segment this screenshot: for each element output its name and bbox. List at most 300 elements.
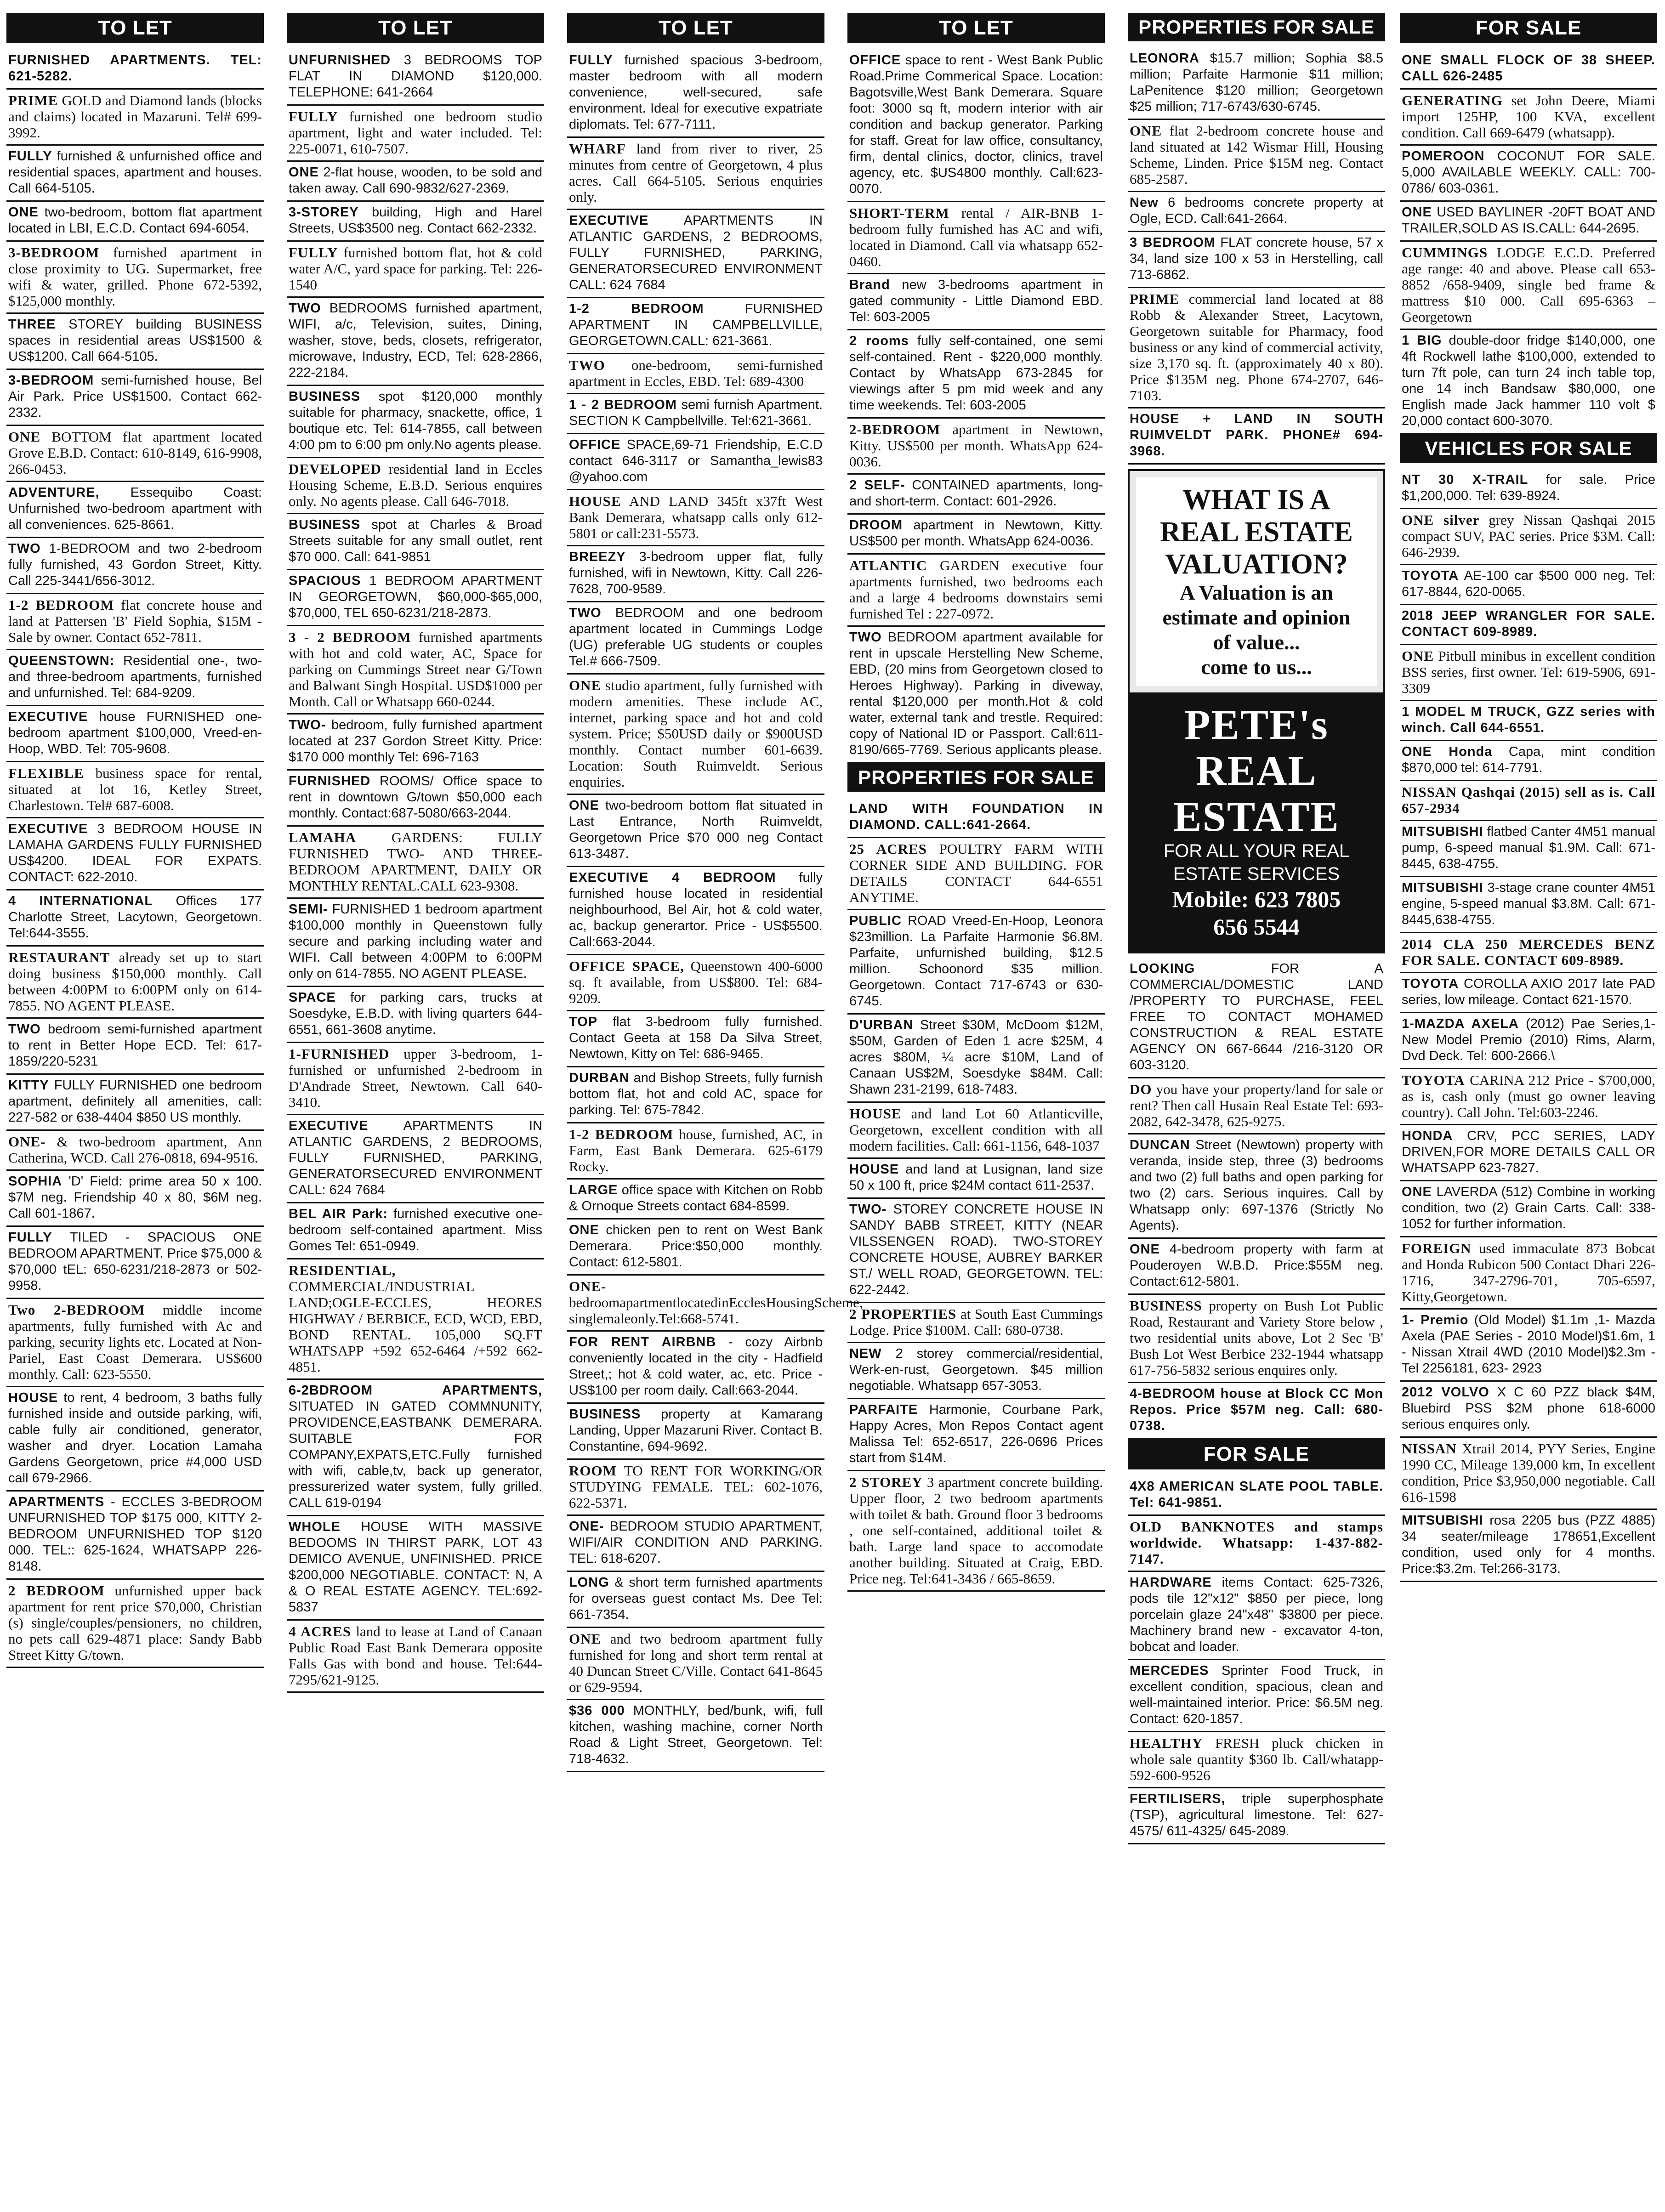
ad-keyword: PRIME	[8, 92, 58, 108]
classified-ad	[1400, 701, 1657, 741]
ad-keyword: 3-BEDROOM	[8, 373, 94, 388]
section-header: TO LET	[287, 13, 544, 43]
ad-keyword: MITSUBISHI	[1402, 1513, 1483, 1528]
ad-body: Capa, mint condition $870,000 tel: 614-7791.	[1402, 744, 1655, 775]
ad-keyword: BUSINESS	[289, 389, 361, 404]
ad-keyword: BUSINESS	[569, 1407, 641, 1422]
classified-ad	[847, 1159, 1105, 1199]
ad-body: apartment in Newtown, Kitty. US$500 per month. WhatsApp 624-0036.	[849, 421, 1103, 470]
ad-list	[1400, 469, 1657, 1582]
ad-body: furnished executive one-bedroom self-contained apartment. Miss Gomes Tel: 651-0949.	[289, 1207, 542, 1253]
ad-body: middle income apartments, fully furnished with Ac and parking, security lights etc. Located at Non-Pariel, East Coast Demerara. US$600 monthly. Call: 623-5550.	[8, 1302, 262, 1382]
ad-body: X C 60 PZZ black $4M, Bluebird PSS $2M phone 618-6000 serious enquires only.	[1402, 1385, 1655, 1432]
classified-ad	[287, 626, 544, 715]
promo-mobile-2: 656 5544	[1213, 914, 1300, 940]
ad-keyword: ONE	[569, 677, 602, 693]
promo-logo-name: PETE's	[1184, 701, 1329, 748]
ad-body: LAVERDA (512) Combine in working condition, two (2) Grain Carts. Call: 338-1052 for further information.	[1402, 1185, 1655, 1231]
ad-body: studio apartment, fully furnished with modern amenities. These include AC, internet, parking space and hot and cold system. Price; $50USD daily or $900USD monthly. Contact number 601-6639. Location: South Ruimveldt. Serious enquiries.	[569, 677, 823, 790]
section-header-vehicles: VEHICLES FOR SALE	[1400, 434, 1657, 463]
ad-keyword: OFFICE	[569, 437, 621, 452]
ad-keyword: HONDA	[1402, 1129, 1453, 1143]
ad-keyword: KITTY	[8, 1078, 49, 1093]
ad-body: - ECCLES 3-BEDROOM UNFURNISHED TOP $175 000, KITTY 2-BEDROOM UNFURNISHED TOP $120 000. TEL:: 625-1624, WHATSAPP 226-8148.	[8, 1495, 262, 1574]
classified-ad	[1128, 1239, 1385, 1295]
classified-ad	[287, 1380, 544, 1516]
classified-ad	[847, 274, 1105, 330]
ad-keyword: UNFURNISHED	[289, 53, 391, 68]
classified-ad	[1128, 48, 1385, 120]
classified-ad	[1400, 469, 1657, 509]
classified-ad	[567, 1404, 824, 1460]
classified-ad	[287, 827, 544, 899]
ad-body: 2 storey commercial/residential, Werk-en-rust, Georgetown. $45 million negotiable. Whatsapp 657-3053.	[849, 1346, 1103, 1393]
ad-keyword: 2012 VOLVO	[1402, 1385, 1489, 1400]
ad-body: at South East Cummings Lodge. Price $100M. Call: 680-0738.	[849, 1306, 1103, 1338]
ad-keyword: ONE	[1402, 648, 1434, 664]
classified-ad	[1400, 1438, 1657, 1510]
classified-ad	[1400, 877, 1657, 933]
ad-keyword: ONE	[569, 798, 599, 813]
ad-body: & short term furnished apartments for overseas guest contact Ms. Dee Tel: 661-7354.	[569, 1575, 823, 1622]
ad-keyword: 4 INTERNATIONAL	[8, 894, 153, 908]
ad-body: used immaculate 873 Bobcat and Honda Rubicon 500 Contact Dhari 226-1716, 347-2796-701, 705-6597, Kitty,Georgetown.	[1402, 1240, 1656, 1305]
ad-keyword: 1 - 2 BEDROOM	[569, 397, 677, 412]
ad-keyword: FULLY	[289, 108, 338, 125]
ad-body: set John Deere, Miami import 125HP, 100 KVA, excellent condition. Call 669-6479 (whatsapp).	[1402, 92, 1656, 141]
promo-a2: estimate and opinion	[1162, 606, 1351, 629]
ad-body: furnished & unfurnished office and residential spaces, apartment and houses. Call 664-5105.	[8, 149, 262, 196]
classified-ad	[287, 458, 544, 514]
ad-list	[1128, 958, 1385, 1439]
ad-body: Offices 177 Charlotte Street, Lacytown, Georgetown. Tel:644-3555.	[8, 894, 262, 941]
column-to-let-3	[567, 13, 863, 2200]
ad-keyword: ONE SMALL FLOCK OF 38 SHEEP. CALL 626-2485	[1402, 53, 1655, 84]
ad-keyword: FULLY	[569, 53, 613, 68]
ad-body: grey Nissan Qashqai 2015 compact SUV, PAC series. Price $3M. Call: 646-2939.	[1402, 512, 1655, 560]
ad-keyword: TOYOTA	[1402, 1072, 1465, 1088]
ad-keyword: 6-2BDROOM APARTMENTS,	[289, 1383, 542, 1398]
ad-keyword: CUMMINGS	[1402, 244, 1488, 261]
classified-ad	[6, 426, 264, 482]
ad-body: Xtrail 2014, PYY Series, Engine 1990 CC, Mileage 139,000 km, In excellent condition, Price $3,950,000 negotiable. Call 616-1598	[1402, 1441, 1655, 1505]
classified-ad	[847, 1303, 1105, 1343]
ad-keyword: NISSAN Qashqai (2015) sell as is. Call 657-2934	[1402, 784, 1655, 816]
classified-ad	[1400, 90, 1657, 146]
ad-keyword: ONE	[1130, 123, 1162, 139]
ad-body: two-bedroom, bottom flat apartment located in LBI, E.C.D. Contact 694-6054.	[8, 205, 262, 236]
real-estate-promo-ad	[1128, 469, 1385, 953]
ad-keyword: EXECUTIVE 4 BEDROOM	[569, 870, 776, 885]
classified-ad	[1400, 1510, 1657, 1582]
ad-keyword: ONE	[8, 205, 39, 220]
classified-ad	[1128, 1516, 1385, 1572]
ad-keyword: ONE	[1402, 205, 1432, 220]
ad-keyword: SHORT-TERM	[849, 205, 949, 221]
classified-ad	[847, 1103, 1105, 1159]
classified-ad	[1128, 1134, 1385, 1239]
classified-ad	[567, 50, 824, 138]
classified-ad	[6, 890, 264, 947]
ad-body: CARINA 212 Price - $700,000, as is, cash only (must go owner leaving country). Call John. Tel:603-2246.	[1402, 1072, 1655, 1120]
classified-ad	[1128, 120, 1385, 192]
classified-ad	[6, 1227, 264, 1299]
classified-ad	[6, 1171, 264, 1227]
classified-ad	[847, 475, 1105, 515]
ad-keyword: EXECUTIVE	[289, 1118, 369, 1133]
ad-body: STOREY building BUSINESS spaces in residential areas US$1500 & US$1200. Call 664-5105.	[8, 317, 262, 364]
ad-keyword: WHARF	[569, 141, 626, 157]
ad-keyword: EXECUTIVE	[569, 213, 649, 228]
ad-keyword: 1 BIG	[1402, 333, 1442, 348]
classified-ad	[567, 1460, 824, 1516]
ad-keyword: HARDWARE	[1130, 1575, 1212, 1590]
ad-body: 3 BEDROOMS TOP FLAT IN DIAMOND $120,000. TELEPHONE: 641-2664	[289, 53, 542, 100]
ad-keyword: FURNISHED	[289, 774, 371, 788]
ad-body: furnished bottom flat, hot & cold water A/C, yard space for parking. Tel: 226-1540	[289, 244, 543, 293]
ad-keyword: 4-BEDROOM house at Block CC Mon Repos. Price $57M neg. Call: 680-0738.	[1130, 1386, 1383, 1433]
ad-body: for sale. Price $1,200,000. Tel: 639-8924.	[1402, 472, 1655, 503]
classified-ad	[567, 210, 824, 298]
ad-keyword: THREE	[8, 317, 56, 332]
classified-ad	[567, 490, 824, 546]
section-header-properties: PROPERTIES FOR SALE	[847, 763, 1105, 792]
ad-keyword: LOOKING	[1130, 961, 1195, 976]
classified-ad	[287, 202, 544, 242]
ad-body: bedroom, fully furnished apartment located at 237 Gordon Street Kitty. Price: $170 000 monthly Tel: 696-7163	[289, 718, 542, 765]
classified-ad	[287, 298, 544, 386]
ad-body: flat concrete house and land at Pattersen 'B' Field Sophia, $15M - Sale by owner. Contact 652-7811.	[8, 597, 262, 645]
ad-body: SPACE,69-71 Friendship, E.C.D contact 646-3117 or Samantha_lewis83 @yahoo.com	[569, 437, 823, 484]
section-header: PROPERTIES FOR SALE	[1128, 13, 1385, 41]
classified-ad	[847, 515, 1105, 555]
ad-keyword: 3 - 2 BEDROOM	[289, 629, 411, 645]
ad-keyword: OFFICE SPACE,	[569, 958, 684, 974]
ad-body: 1 BEDROOM APARTMENT IN GEORGETOWN, $60,000-$65,000, $70,000, TEL 650-6231/218-2873.	[289, 573, 542, 620]
ad-keyword: HOUSE	[569, 493, 621, 509]
promo-line-2: ESTATE SERVICES	[1173, 864, 1340, 884]
promo-a1: A Valuation is an	[1180, 581, 1333, 604]
ad-body: 6 bedrooms concrete property at Ogle, ECD. Call:641-2664.	[1130, 195, 1383, 226]
classified-ad	[1400, 50, 1657, 90]
ad-keyword: QUEENSTOWN:	[8, 653, 115, 668]
ad-keyword: PARFAITE	[849, 1402, 918, 1417]
ad-keyword: DROOM	[849, 518, 903, 533]
classified-ad	[567, 354, 824, 394]
ad-keyword: TOYOTA	[1402, 568, 1459, 583]
ad-keyword: LARGE	[569, 1183, 618, 1197]
ad-body: building, High and Harel Streets, US$3500 neg. Contact 662-2332.	[289, 205, 542, 236]
classified-ad	[847, 910, 1105, 1015]
ad-body: land from river to river, 25 minutes from centre of Georgetown, 4 plus acres. Call 664-5105. Serious enquiries only.	[569, 141, 823, 205]
ad-body: CRV, PCC SERIES, LADY DRIVEN,FOR MORE DETAILS CALL OR WHATSAPP 623-7827.	[1402, 1129, 1656, 1175]
column-to-let-1	[6, 13, 264, 2200]
ad-body: rental / AIR-BNB 1-bedroom fully furnished has AC and wifi, located in Diamond. Call via whatsapp 652-0460.	[849, 205, 1103, 269]
ad-body: fully self-contained, one semi self-contained. Rent - $220,000 monthly. Contact by WhatsApp 673-2845 for viewings after 5 pm mid week and any time weekends. Tel: 603-2005	[849, 334, 1103, 413]
ad-body: Essequibo Coast: Unfurnished two-bedroom apartment with all conveniences. 625-8661.	[8, 485, 262, 532]
ad-keyword: TWO	[569, 357, 605, 373]
classified-ad	[567, 1700, 824, 1772]
ad-body: space to rent - West Bank Public Road.Prime Commerical Space. Location: Bagotsville,West Bank Demerara. Square foot: 3000 sq ft, modern interior with air condition and backup generator. Parking for staff. Great for law office, consultancy, firm, dental clinics, doctor, clinics, travel agency, etc. $US4800 monthly. Call:623-0070.	[849, 53, 1103, 196]
ad-body: STOREY CONCRETE HOUSE IN SANDY BABB STREET, KITTY (NEAR VILSSENGEN ROAD). TWO-STOREY CONCRETE HOUSE, AUBREY BARKER ST./ WELL ROAD, GEORGETOWN. TEL: 622-2442.	[849, 1202, 1103, 1297]
ad-keyword: OFFICE	[849, 53, 901, 68]
ad-keyword: 1-2 BEDROOM	[8, 597, 114, 613]
ad-body: residential land in Eccles Housing Scheme, E.B.D. Serious enquires only. No agents please. Call 646-7018.	[289, 461, 543, 509]
ad-keyword: 1 MODEL M TRUCK, GZZ series with winch. Call 644-6551.	[1402, 704, 1655, 735]
ad-body: chicken pen to rent on West Bank Demerara. Price:$50,000 monthly. Contact: 612-5801.	[569, 1223, 823, 1270]
ad-body: unfurnished upper back apartment for rent price $70,000, Christian (s) single/couples/pensioners, no children, no pets call 629-4871 place: Sandy Babb Street Kitty G/town.	[8, 1582, 262, 1663]
classified-ad	[847, 798, 1105, 838]
classified-ad	[6, 947, 264, 1019]
ad-keyword: BREEZY	[569, 550, 626, 564]
ad-keyword: New	[1130, 195, 1159, 210]
ad-keyword: 1- Premio	[1402, 1313, 1469, 1327]
promo-logo-sub: REAL ESTATE	[1173, 747, 1340, 840]
ad-keyword: LAMAHA	[289, 829, 357, 845]
ad-body: triple superphosphate (TSP), agricultural limestone. Tel: 627-4575/ 611-4325/ 645-2089.	[1130, 1792, 1383, 1838]
classified-ad	[847, 1015, 1105, 1103]
promo-a3: of value...	[1213, 630, 1300, 654]
classified-ad	[1400, 1125, 1657, 1181]
classified-ad	[567, 1011, 824, 1067]
ad-keyword: SPACE	[289, 990, 336, 1005]
classified-ad	[6, 706, 264, 762]
ad-keyword: NISSAN	[1402, 1441, 1457, 1457]
ad-keyword: MITSUBISHI	[1402, 880, 1483, 895]
classified-ad	[567, 1332, 824, 1404]
classified-ad	[287, 1516, 544, 1621]
ad-body: BEDROOM and one bedroom apartment located in Cummings Lodge (UG) preferable UG students or couples Tel.# 666-7509.	[569, 606, 823, 669]
promo-q3: VALUATION?	[1165, 549, 1348, 580]
ad-keyword: 1-FURNISHED	[289, 1046, 390, 1062]
ad-list	[1400, 50, 1657, 434]
classified-ad	[287, 1259, 544, 1380]
ad-keyword: ONE Honda	[1402, 744, 1493, 759]
ad-keyword: ADVENTURE,	[8, 485, 100, 500]
ad-body: already set up to start doing business $150,000 monthly. Call between 4:00PM to 6:00PM only on 614-7855. NO AGENT PLEASE.	[8, 949, 262, 1014]
ad-keyword: PRIME	[1130, 291, 1180, 307]
classified-ad	[847, 1343, 1105, 1399]
classified-ad	[287, 1621, 544, 1693]
ad-body: and two bedroom apartment fully furnished for long and short term rental at 40 Duncan Street C/Ville. Contact 641-8645 or 629-9594.	[569, 1631, 823, 1695]
ad-body: COROLLA AXIO 2017 late PAD series, low mileage. Contact 621-1570.	[1402, 976, 1655, 1007]
ad-keyword: HOUSE	[8, 1390, 58, 1405]
ad-keyword: TWO-	[849, 1202, 887, 1217]
classified-ad	[287, 162, 544, 202]
ad-body: house FURNISHED one-bedroom apartment $100,000, Vreed-en-Hoop, WBD. Tel: 705-9608.	[8, 709, 262, 756]
classified-ad	[287, 899, 544, 987]
classified-ad	[6, 242, 264, 314]
classified-ad	[6, 1299, 264, 1387]
classified-ad	[6, 538, 264, 594]
ad-keyword: NT 30 X-TRAIL	[1402, 472, 1529, 487]
ad-keyword: EXECUTIVE	[8, 822, 88, 836]
ad-body: SITUATED IN GATED COMMNUNITY, PROVIDENCE,EASTBANK DEMERARA. SUITABLE FOR COMPANY,EXPATS,ETC.Fully furnished with wifi, cable,tv, back up generator, pressurerized water system, fully grilled. CALL 619-0194	[289, 1399, 542, 1510]
ad-keyword: ONE	[8, 429, 41, 445]
ad-body: ROOMS/ Office space to rent in downtown G/town $50,000 each monthly. Contact:687-5080/663-2044.	[289, 774, 542, 821]
ad-body: furnished apartments with hot and cold water, AC, Space for parking on Cummings Street near G/Town and Balwant Singh Hospital. USD$1000 per Month. Call or Whatsapp 660-0244.	[289, 629, 543, 709]
classified-ad	[1400, 1237, 1657, 1310]
ad-body: items Contact: 625-7326, pods tile 12"x12" $850 per piece, long porcelain glaze 24"x48" $3800 per piece. Machinery brand new - excavator 4-ton, bobcat and loader.	[1130, 1575, 1384, 1654]
ad-body: Residential one-, two- and three-bedroom apartments, furnished and unfurnished. Tel: 684-9209.	[8, 653, 262, 700]
ad-body: APARTMENTS IN ATLANTIC GARDENS, 2 BEDROOMS, FULLY FURNISHED, PARKING, GENERATORSECURED ENVIRONMENT CALL: 624 7684	[569, 213, 823, 292]
ad-body: bedroom semi-furnished apartment to rent in Better Hope ECD. Tel: 617-1859/220-5231	[8, 1022, 262, 1069]
ad-body: FLAT concrete house, 57 x 34, land size 100 x 53 in Herstelling, call 713-6862.	[1130, 235, 1383, 282]
ad-keyword: FERTILISERS,	[1130, 1792, 1226, 1806]
ad-keyword: DURBAN	[569, 1071, 630, 1085]
ad-body: Street (Newtown) property with veranda, inside step, three (3) bedrooms and two (2) full baths and open parking for two (2) cars. Serious inquires. Call by Whatsapp only: 697-1376 (Strictly No Agents).	[1130, 1138, 1383, 1233]
ad-keyword: ROOM	[569, 1463, 617, 1479]
ad-body: TO RENT FOR WORKING/OR STUDYING FEMALE. TEL: 602-1076, 622-5371.	[569, 1463, 823, 1511]
ad-keyword: TWO	[8, 1022, 41, 1037]
ad-body: FULLY FURNISHED one bedroom apartment, definitely all amenities, call: 227-582 or 638-4404 $850 US monthly.	[8, 1078, 262, 1125]
ad-body: GOLD and Diamond lands (blocks and claims) located in Mazaruni. Tel# 699-3992.	[8, 92, 262, 141]
ad-keyword: WHOLE	[289, 1520, 341, 1534]
ad-list	[1128, 1476, 1385, 1844]
classified-ad	[1128, 1295, 1385, 1383]
classified-ad	[1400, 1013, 1657, 1069]
column-properties-for-sale	[1128, 13, 1385, 2200]
classified-ad	[847, 1471, 1105, 1592]
ad-body: FURNISHED APARTMENT IN CAMPBELLVILLE, GEORGETOWN.CALL: 621-3661.	[569, 301, 823, 348]
ad-keyword: ONE	[1402, 1185, 1432, 1199]
classified-ad	[287, 106, 544, 162]
classified-ad	[1400, 202, 1657, 242]
classified-ad	[287, 771, 544, 827]
ad-body: Sprinter Food Truck, in excellent condition, spacious, clean and well-maintained interior. Price: $6.5M neg. Contact: 620-1857.	[1130, 1663, 1384, 1726]
ad-keyword: 2 BEDROOM	[8, 1582, 105, 1599]
ad-body: Queenstown 400-6000 sq. ft available, from US$800. Tel: 684-9209.	[569, 958, 823, 1006]
classified-ad	[847, 50, 1105, 202]
classified-ad	[287, 1043, 544, 1115]
classified-ad	[287, 1115, 544, 1203]
ad-body: Street $30M, McDoom $12M, $50M, Garden of Eden 1 acre $25M, 4 acres $80M, ¼ acre $10M, Land of Canaan US$2M, Soesdyke $84M. Call: Shawn 231-2199, 618-7483.	[849, 1018, 1103, 1097]
classified-ad	[1400, 821, 1657, 877]
classified-ad	[1400, 933, 1657, 973]
ad-body: land to lease at Land of Canaan Public Road East Bank Demerara opposite Falls Gas with bond and house. Tel:644-7295/621-9125.	[289, 1623, 542, 1688]
classified-ad	[6, 650, 264, 706]
ad-list	[847, 798, 1105, 1592]
ad-keyword: DO	[1130, 1081, 1152, 1097]
classified-ad	[1400, 781, 1657, 821]
ad-body: AND LAND 345ft x37ft West Bank Demerara, whatsapp calls only 612-5801 or call:231-5573.	[569, 493, 823, 541]
ad-body: bedroomapartmentlocatedinEcclesHousingScheme, singlemaleonly.Tel:668-5741.	[569, 1294, 863, 1327]
classified-ad	[1128, 1788, 1385, 1844]
section-header: TO LET	[6, 13, 264, 43]
ad-keyword: 3 BEDROOM	[1130, 235, 1216, 250]
ad-keyword: LEONORA	[1130, 51, 1199, 66]
ad-keyword: 4 ACRES	[289, 1623, 352, 1639]
ad-body: GARDEN executive four apartments furnished, two bedrooms each and a large 4 bedrooms downstairs semi furnished Tel : 227-0972.	[849, 557, 1103, 622]
ad-body: flat 3-bedroom fully furnished. Contact Geeta at 158 Da Silva Street, Newtown, Kitty on Tel: 686-9465.	[569, 1015, 823, 1061]
classified-ad	[567, 434, 824, 490]
ad-keyword: 25 ACRES	[849, 841, 927, 857]
ad-keyword: MERCEDES	[1130, 1663, 1209, 1678]
promo-line-1: FOR ALL YOUR REAL	[1163, 841, 1350, 861]
ad-body: furnished apartment in close proximity to UG. Supermarket, free wifi & water, grilled. Phone 672-5392, $125,000 monthly.	[8, 244, 262, 309]
classified-ad	[287, 1203, 544, 1259]
classified-ad	[567, 1219, 824, 1276]
ad-keyword: 1-2 BEDROOM	[569, 301, 704, 316]
ad-keyword: HEALTHY	[1130, 1735, 1203, 1751]
classified-ad	[567, 675, 824, 795]
classified-ad	[1128, 1732, 1385, 1788]
ad-keyword: RESIDENTIAL,	[289, 1262, 396, 1278]
section-header-for-sale: FOR SALE	[1128, 1439, 1385, 1469]
classified-ad	[287, 570, 544, 626]
ad-body: APARTMENTS IN ATLANTIC GARDENS, 2 BEDROOMS, FULLY FURNISHED, PARKING, GENERATORSECURED ENVIRONMENT CALL: 624 7684	[289, 1118, 542, 1197]
ad-keyword: BUSINESS	[1130, 1298, 1202, 1314]
ad-body: & two-bedroom apartment, Ann Catherina, WCD. Call 276-0818, 694-9516.	[8, 1134, 262, 1166]
ad-keyword: ONE silver	[1402, 512, 1480, 528]
ad-keyword: HOUSE + LAND IN SOUTH RUIMVELDT PARK. PHONE# 694-3968.	[1130, 412, 1383, 459]
ad-keyword: DEVELOPED	[289, 461, 381, 477]
ad-body: Pitbull minibus in excellent condition BSS series, first owner. Tel: 619-5906, 691-3309	[1402, 648, 1656, 696]
classified-ad	[6, 202, 264, 242]
classified-ad	[847, 1199, 1105, 1303]
ad-body: ROAD Vreed-En-Hoop, Leonora $23million. La Parfaite Harmonie $6.8M. Parfaite, unfurnished building, $12.5 million. Schoonord $35 million. Georgetown. Contact 717-6743 or 630-6745.	[849, 913, 1103, 1009]
classified-ad	[567, 1067, 824, 1123]
column-to-let-4	[847, 13, 1105, 2200]
ad-keyword: 2014 CLA 250 MERCEDES BENZ FOR SALE. CONTACT 609-8989.	[1402, 936, 1655, 968]
ad-keyword: FLEXIBLE	[8, 765, 84, 781]
ad-keyword: FOR RENT AIRBNB	[569, 1335, 716, 1350]
classified-ad	[1400, 741, 1657, 781]
ad-body: you have your property/land for sale or rent? Then call Husain Real Estate Tel: 693-2082, 642-3478, 625-9275.	[1130, 1081, 1384, 1129]
ad-body: 3-stage crane counter 4M51 engine, 5-speed manual $3.8M. Call: 671-8445,638-4755.	[1402, 880, 1656, 927]
ad-keyword: 2 STOREY	[849, 1474, 923, 1490]
ad-body: upper 3-bedroom, 1-furnished or unfurnished 2-bedroom in D'Andrade Street, Newtown. Call 640-3410.	[289, 1046, 542, 1110]
ad-body: office space with Kitchen on Robb & Ornoque Streets contact 684-8599.	[569, 1183, 823, 1214]
ad-body: 3 apartment concrete building. Upper floor, 2 two bedroom apartments with toilet & bath. Ground floor 3 bedrooms , one self-contained, additional toilet & bath. Large land space to accomodate another building. Situated at Craig, EBD. Price neg. Tel:641-3436 / 665-8659.	[849, 1474, 1103, 1587]
classified-ad	[567, 138, 824, 210]
classified-ad	[6, 594, 264, 650]
ad-keyword: Two 2-BEDROOM	[8, 1302, 145, 1318]
ad-list	[287, 50, 544, 1693]
classified-ad	[567, 955, 824, 1011]
ad-body: apartment in Newtown, Kitty. US$500 per month. WhatsApp 624-0036.	[849, 518, 1103, 549]
classified-ad	[1128, 1660, 1385, 1732]
ad-body: 2-flat house, wooden, to be sold and taken away. Call 690-9832/627-2369.	[289, 165, 542, 196]
ad-body: fully furnished house located in residential neighbourhood, Bel Air, hot & cold water, ac, backup generartor. Price - US$5500. Call:663-2044.	[569, 870, 823, 949]
ad-keyword: ONE	[1130, 1242, 1160, 1257]
ad-keyword: TWO	[849, 630, 882, 645]
promo-q2: REAL ESTATE	[1160, 516, 1353, 548]
classified-ad	[1128, 192, 1385, 232]
ad-keyword: 4X8 AMERICAN SLATE POOL TABLE. Tel: 641-9851.	[1130, 1479, 1383, 1510]
ad-keyword: 2 rooms	[849, 334, 909, 348]
ad-body: BOTTOM flat apartment located Grove E.B.D. Contact: 610-8149, 616-9908, 266-0453.	[8, 429, 262, 477]
classified-ad	[567, 867, 824, 955]
ad-body: HOUSE WITH MASSIVE BEDOOMS IN THIRST PARK, LOT 43 DEMICO AVENUE, UNFINISHED. PRICE $200,000 NEGOTIABLE. CONTACT: N, A & O REAL ESTATE AGENCY. TEL:692-5837	[289, 1520, 542, 1615]
ad-keyword: ONE-	[569, 1278, 607, 1294]
ad-keyword: 2018 JEEP WRANGLER FOR SALE. CONTACT 609-8989.	[1402, 608, 1655, 639]
ad-body: FRESH pluck chicken in whole sale quantity $360 lb. Call/whatapp- 592-600-9526	[1130, 1735, 1384, 1783]
ad-body: CONTAINED apartments, long- and short-term. Contact: 601-2926.	[849, 478, 1103, 509]
ad-keyword: ONE	[569, 1631, 602, 1647]
ad-keyword: MITSUBISHI	[1402, 824, 1483, 839]
ad-keyword: HOUSE	[849, 1106, 902, 1122]
ad-body: TILED - SPACIOUS ONE BEDROOM APARTMENT. Price $75,000 & $70,000 tEL: 650-6231/218-2873 or 502-9958.	[8, 1230, 262, 1293]
section-header: FOR SALE	[1400, 13, 1657, 43]
ad-body: semi furnish Apartment. SECTION K Campbellville. Tel:621-3661.	[569, 397, 823, 428]
promo-mobile: Mobile: 623 7805	[1172, 886, 1341, 912]
classified-ad	[1128, 1476, 1385, 1516]
promo-logo-box	[1130, 692, 1383, 952]
classified-ad	[1128, 1078, 1385, 1134]
ad-list	[1128, 48, 1385, 465]
ad-keyword: EXECUTIVE	[8, 709, 88, 724]
